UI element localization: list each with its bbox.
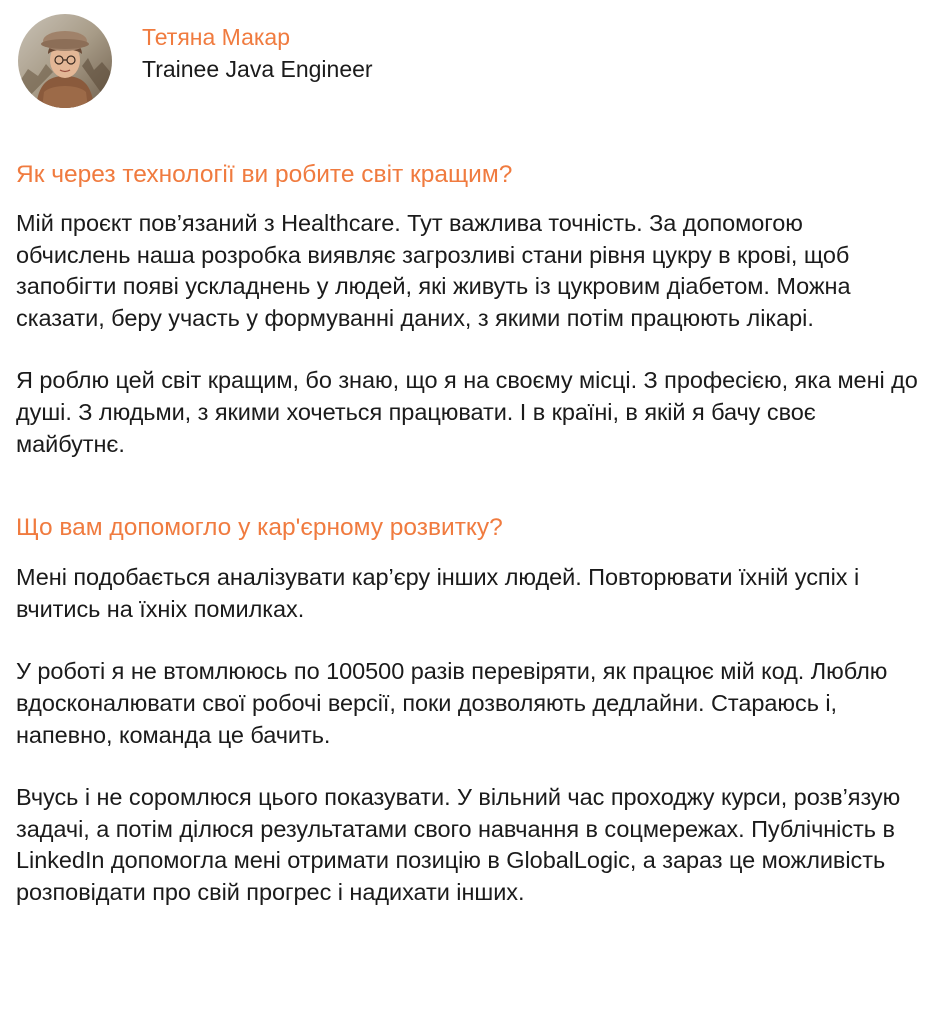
profile-header: [18, 14, 373, 108]
qa-section: [16, 511, 921, 908]
question-heading: Як через технології ви робите світ кращим?: [16, 161, 513, 188]
author-role: Trainee Java Engineer: [142, 56, 373, 82]
avatar: [18, 14, 112, 108]
question-heading: Що вам допомогло у кар'єрному розвитку?: [16, 514, 503, 542]
avatar-photo: [18, 14, 112, 108]
answer-paragraph: Вчусь і не соромлюся цього показувати. У вільний час проходжу курси, розв’язую задачі, а потім ділюся результатами свого навчання в соцмережах. Публічність в LinkedIn допомогла мені отримати позицію в GlobalLogic, а зараз це можливість розповідати про свій прогрес і надихати інших.: [16, 784, 901, 905]
answer-paragraph: Мені подобається аналізувати кар’єру інших людей. Повторювати їхній успіх і вчитись на їхніх помилках.: [16, 564, 860, 622]
answer-paragraph: Мій проєкт пов’язаний з Healthcare. Тут важлива точність. За допомогою обчислень наша розробка виявляє загрозливі стани рівня цукру в крові, щоб запобігти появі ускладнень у людей, які живуть із цукровим діабетом. Можна сказати, беру участь у формуванні даних, з якими потім працюють лікарі.: [16, 210, 851, 331]
answer-paragraph: Я роблю цей світ кращим, бо знаю, що я на своєму місці. З професією, яка мені до душі. З людьми, з якими хочеться працювати. І в країні, в якій я бачу своє майбутнє.: [16, 367, 918, 457]
answer-paragraph: У роботі я не втомлююсь по 100500 разів перевіряти, як працює мій код. Люблю вдосконалювати свої робочі версії, поки дозволяють дедлайни. Стараюсь і, напевно, команда це бачить.: [16, 658, 888, 748]
interview-content: [16, 158, 921, 909]
profile-text: [142, 22, 373, 84]
author-name: Тетяна Макар: [142, 24, 291, 50]
qa-section: [16, 158, 921, 460]
